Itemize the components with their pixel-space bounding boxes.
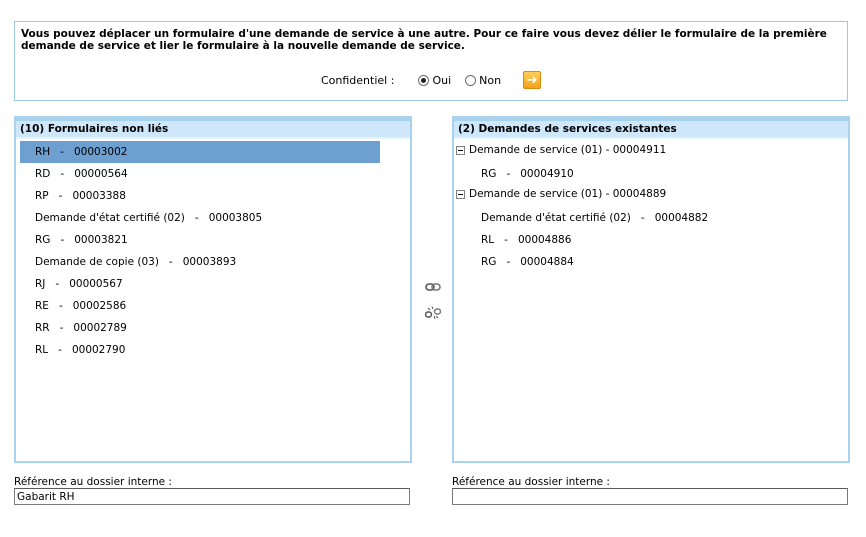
- right-reference-label: Référence au dossier interne :: [452, 476, 610, 488]
- list-item[interactable]: RE - 00002586: [35, 300, 127, 312]
- collapse-icon[interactable]: [456, 190, 465, 199]
- unlinked-forms-panel: [14, 116, 412, 463]
- existing-requests-panel: [452, 116, 850, 463]
- right-reference-input[interactable]: [452, 488, 848, 505]
- left-reference-input[interactable]: [14, 488, 410, 505]
- list-item[interactable]: RD - 00000564: [35, 168, 128, 180]
- arrow-right-icon[interactable]: ➔: [523, 71, 541, 89]
- confidential-row: [321, 72, 541, 88]
- list-item[interactable]: Demande de copie (03) - 00003893: [35, 256, 237, 268]
- radio-oui[interactable]: [418, 75, 429, 86]
- list-item[interactable]: RR - 00002789: [35, 322, 127, 334]
- link-icon[interactable]: [425, 280, 441, 294]
- tree-node[interactable]: [456, 185, 666, 203]
- list-item[interactable]: RL - 00002790: [35, 344, 126, 356]
- radio-non[interactable]: [465, 75, 476, 86]
- tree-child[interactable]: RG - 00004910: [481, 168, 574, 180]
- instructions-text: Vous pouvez déplacer un formulaire d'une demande de service à une autre. Pour ce faire vous devez délier le formulaire de la première demande de service et lier le formulaire à la nouvelle demande de service.: [21, 28, 827, 52]
- list-item[interactable]: Demande d'état certifié (02) - 00003805: [35, 212, 263, 224]
- list-item[interactable]: RG - 00003821: [35, 234, 128, 246]
- collapse-icon[interactable]: [456, 146, 465, 155]
- list-item[interactable]: RP - 00003388: [35, 190, 126, 202]
- tree-child[interactable]: RL - 00004886: [481, 234, 572, 246]
- tree-node[interactable]: [456, 141, 666, 159]
- tree-node-label[interactable]: Demande de service (01) - 00004911: [469, 144, 667, 156]
- radio-oui-label[interactable]: Oui: [432, 73, 452, 87]
- unlinked-forms-title: (10) Formulaires non liés: [16, 118, 410, 139]
- info-box: [14, 21, 848, 101]
- radio-non-label[interactable]: Non: [479, 73, 502, 87]
- tree-child[interactable]: Demande d'état certifié (02) - 00004882: [481, 212, 709, 224]
- tree-node-label[interactable]: Demande de service (01) - 00004889: [469, 188, 667, 200]
- left-reference-label: Référence au dossier interne :: [14, 476, 172, 488]
- tree-child[interactable]: RG - 00004884: [481, 256, 574, 268]
- list-item[interactable]: RH - 00003002: [20, 141, 380, 163]
- confidential-label: Confidentiel :: [321, 73, 395, 87]
- unlink-icon[interactable]: [425, 306, 441, 320]
- list-item[interactable]: RJ - 00000567: [35, 278, 123, 290]
- existing-requests-title: (2) Demandes de services existantes: [454, 118, 848, 139]
